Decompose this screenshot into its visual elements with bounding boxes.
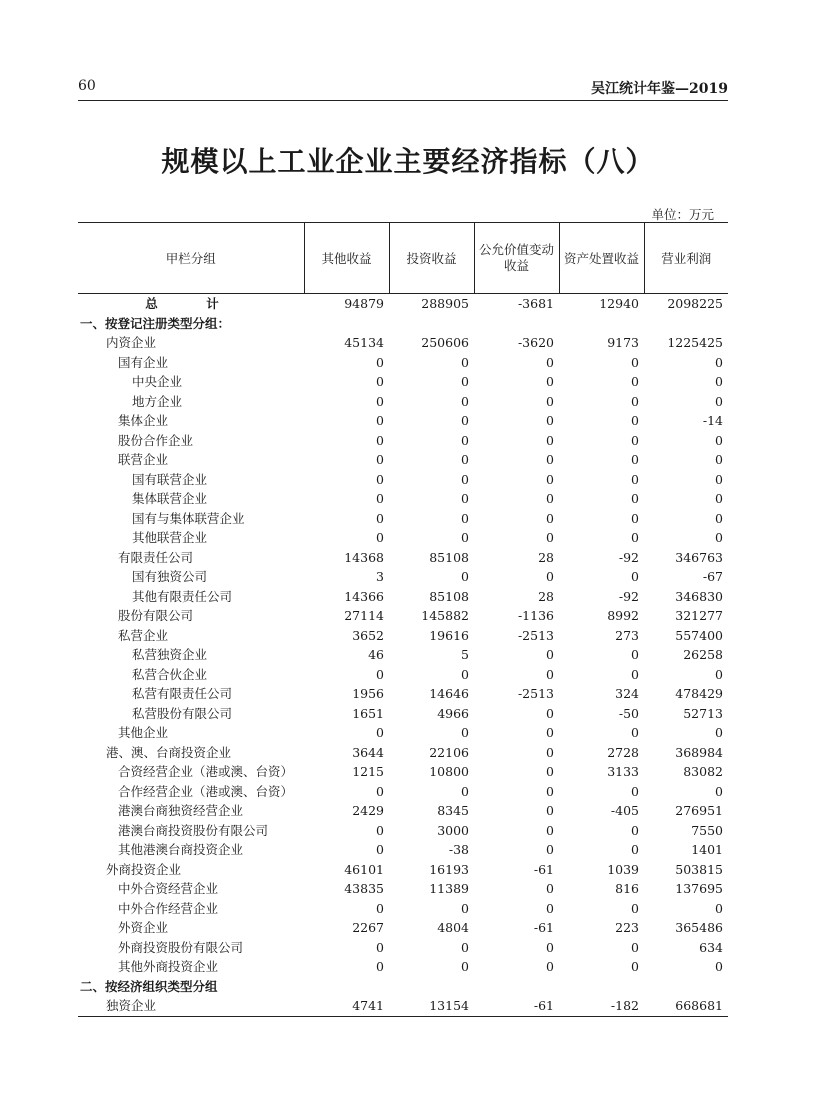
cell-value: 0 bbox=[546, 939, 554, 955]
cell-value: 0 bbox=[631, 725, 639, 740]
cell-value: 0 bbox=[461, 939, 469, 955]
table-row bbox=[78, 587, 728, 607]
cell-value: 0 bbox=[546, 900, 554, 916]
cell-value: 273 bbox=[615, 627, 639, 643]
row-label: 外商投资企业 bbox=[106, 861, 182, 877]
table-row bbox=[78, 879, 728, 899]
cell-value: -67 bbox=[702, 569, 723, 584]
table-row bbox=[78, 411, 728, 431]
cell-value: 250606 bbox=[421, 335, 469, 350]
cell-value: 0 bbox=[631, 471, 639, 487]
cell-value: 2728 bbox=[607, 744, 639, 760]
running-title: 吴江统计年鉴—2019 bbox=[591, 81, 728, 97]
cell-value: -182 bbox=[559, 996, 644, 1016]
cell-value: 0 bbox=[461, 783, 469, 799]
cell-value: 0 bbox=[376, 959, 384, 974]
cell-value: 0 bbox=[461, 900, 469, 916]
row-label: 其他企业 bbox=[118, 725, 169, 740]
row-label: 合作经营企业（港或澳、台资） bbox=[118, 783, 294, 799]
cell-value: 28 bbox=[538, 588, 554, 604]
table-row bbox=[78, 353, 728, 373]
data-table bbox=[78, 222, 728, 1017]
header-rule bbox=[78, 100, 728, 101]
cell-value: -92 bbox=[618, 549, 639, 565]
row-label: 国有企业 bbox=[118, 354, 169, 370]
cell-value: 0 bbox=[461, 354, 469, 370]
cell-value: -61 bbox=[533, 920, 554, 935]
cell-value: 3133 bbox=[607, 764, 639, 779]
table-row bbox=[78, 762, 728, 782]
cell-value: 0 bbox=[631, 530, 639, 545]
cell-value: 8345 bbox=[437, 803, 469, 818]
cell-value: -1136 bbox=[517, 608, 554, 623]
cell-value: 9173 bbox=[607, 335, 639, 350]
cell-value: 0 bbox=[546, 803, 554, 818]
cell-value: 0 bbox=[631, 666, 639, 682]
cell-value: 0 bbox=[546, 744, 554, 760]
page-title: 规模以上工业企业主要经济指标（八） bbox=[161, 145, 655, 178]
cell-value: 3644 bbox=[352, 744, 384, 760]
table-row bbox=[78, 938, 728, 958]
cell-value: 1225425 bbox=[667, 335, 723, 350]
table-row bbox=[78, 392, 728, 412]
cell-value: 1039 bbox=[607, 861, 639, 877]
cell-value: 0 bbox=[461, 725, 469, 740]
cell-value: 0 bbox=[461, 393, 469, 409]
cell-value: 2267 bbox=[352, 920, 384, 935]
cell-value: 26258 bbox=[683, 647, 723, 662]
column-header: 投资收益 bbox=[389, 223, 474, 294]
cell-value: 0 bbox=[631, 939, 639, 955]
cell-value: -38 bbox=[448, 842, 469, 857]
table-row bbox=[78, 567, 728, 587]
cell-value: 0 bbox=[376, 900, 384, 916]
table-row bbox=[78, 431, 728, 451]
table-row bbox=[78, 294, 728, 314]
cell-value: 1651 bbox=[352, 705, 384, 721]
cell-value: 14366 bbox=[344, 588, 384, 604]
cell-value: 0 bbox=[631, 783, 639, 799]
table-row bbox=[78, 996, 728, 1016]
cell-value: 85108 bbox=[429, 588, 469, 604]
cell-value bbox=[559, 314, 644, 334]
row-label: 其他外商投资企业 bbox=[118, 959, 219, 974]
cell-value: -61 bbox=[474, 996, 559, 1016]
cell-value: -2513 bbox=[517, 627, 554, 643]
cell-value: 0 bbox=[546, 783, 554, 799]
cell-value: 0 bbox=[631, 647, 639, 662]
row-label: 二、按经济组织类型分组 bbox=[80, 978, 218, 994]
row-label: 股份有限公司 bbox=[118, 608, 194, 623]
cell-value: 0 bbox=[715, 783, 723, 799]
cell-value: 0 bbox=[546, 530, 554, 545]
cell-value: 14646 bbox=[429, 686, 469, 701]
cell-value: -3620 bbox=[517, 335, 554, 350]
cell-value: 0 bbox=[461, 959, 469, 974]
column-header: 营业利润 bbox=[644, 223, 728, 294]
cell-value: 668681 bbox=[644, 996, 728, 1016]
row-label: 私营有限责任公司 bbox=[132, 686, 233, 701]
cell-value: 368984 bbox=[675, 744, 723, 760]
row-label: 股份合作企业 bbox=[118, 432, 194, 448]
row-label: 外资企业 bbox=[118, 920, 169, 935]
cell-value: 0 bbox=[376, 842, 384, 857]
cell-value: 0 bbox=[461, 432, 469, 448]
cell-value: 0 bbox=[631, 374, 639, 389]
cell-value bbox=[389, 314, 474, 334]
cell-value: 46 bbox=[368, 647, 384, 662]
cell-value: 3652 bbox=[352, 627, 384, 643]
cell-value: 0 bbox=[631, 393, 639, 409]
row-label: 有限责任公司 bbox=[118, 549, 194, 565]
cell-value: 288905 bbox=[421, 296, 469, 311]
cell-value: 7550 bbox=[691, 822, 723, 838]
table-row bbox=[78, 957, 728, 977]
row-label: 一、按登记注册类型分组： bbox=[80, 315, 231, 331]
cell-value: -3681 bbox=[517, 296, 554, 311]
unit-label: 单位：万元 bbox=[651, 207, 714, 222]
table-row bbox=[78, 314, 728, 334]
cell-value: 223 bbox=[615, 920, 639, 935]
table-row bbox=[78, 860, 728, 880]
cell-value: 0 bbox=[631, 959, 639, 974]
cell-value: 0 bbox=[631, 452, 639, 467]
cell-value: 0 bbox=[715, 471, 723, 487]
table-row bbox=[78, 528, 728, 548]
row-label: 合资经营企业（港或澳、台资） bbox=[118, 764, 294, 779]
table-header-row bbox=[78, 223, 728, 294]
cell-value: 0 bbox=[546, 842, 554, 857]
row-label: 地方企业 bbox=[132, 393, 183, 409]
cell-value: 0 bbox=[715, 666, 723, 682]
cell-value bbox=[389, 977, 474, 997]
table-row bbox=[78, 821, 728, 841]
cell-value: 2429 bbox=[352, 803, 384, 818]
cell-value: 0 bbox=[715, 510, 723, 526]
cell-value: 0 bbox=[461, 666, 469, 682]
cell-value: 22106 bbox=[429, 744, 469, 760]
cell-value: 19616 bbox=[429, 627, 469, 643]
cell-value: 5 bbox=[461, 647, 469, 662]
cell-value: 145882 bbox=[421, 608, 469, 623]
table-row bbox=[78, 548, 728, 568]
cell-value: 816 bbox=[615, 881, 639, 896]
column-header-text: 公允价值变动收益 bbox=[478, 242, 554, 273]
cell-value: 94879 bbox=[344, 296, 384, 311]
cell-value: 137695 bbox=[675, 881, 723, 896]
cell-value: 0 bbox=[546, 413, 554, 428]
table-row bbox=[78, 606, 728, 626]
cell-value: 0 bbox=[461, 530, 469, 545]
cell-value: 0 bbox=[715, 491, 723, 506]
cell-value: -405 bbox=[610, 803, 639, 818]
table-row bbox=[78, 704, 728, 724]
table-row bbox=[78, 743, 728, 763]
cell-value: 0 bbox=[376, 491, 384, 506]
table-row bbox=[78, 372, 728, 392]
cell-value: 13154 bbox=[389, 996, 474, 1016]
row-label: 其他有限责任公司 bbox=[132, 588, 233, 604]
cell-value: 0 bbox=[461, 510, 469, 526]
table-row bbox=[78, 801, 728, 821]
cell-value: 85108 bbox=[429, 549, 469, 565]
table-row bbox=[78, 626, 728, 646]
row-label: 中央企业 bbox=[132, 374, 183, 389]
cell-value: 0 bbox=[631, 510, 639, 526]
cell-value bbox=[304, 977, 389, 997]
cell-value: 0 bbox=[715, 393, 723, 409]
cell-value: 3 bbox=[376, 569, 384, 584]
cell-value: 0 bbox=[631, 491, 639, 506]
cell-value bbox=[474, 314, 559, 334]
cell-value: 0 bbox=[631, 413, 639, 428]
row-label: 独资企业 bbox=[78, 996, 304, 1016]
table-row bbox=[78, 450, 728, 470]
cell-value: 0 bbox=[631, 842, 639, 857]
cell-value: 0 bbox=[546, 764, 554, 779]
cell-value: 0 bbox=[376, 725, 384, 740]
row-label: 私营合伙企业 bbox=[132, 666, 208, 682]
table-row bbox=[78, 665, 728, 685]
cell-value: 0 bbox=[631, 354, 639, 370]
cell-value: 0 bbox=[546, 374, 554, 389]
row-label: 中外合资经营企业 bbox=[118, 881, 219, 896]
cell-value: 0 bbox=[546, 569, 554, 584]
row-label: 私营企业 bbox=[118, 627, 169, 643]
cell-value: 346830 bbox=[675, 588, 723, 604]
cell-value: 1401 bbox=[691, 842, 723, 857]
cell-value: 634 bbox=[699, 939, 723, 955]
row-label: 国有与集体联营企业 bbox=[132, 510, 245, 526]
cell-value: 0 bbox=[376, 939, 384, 955]
cell-value: -92 bbox=[618, 588, 639, 604]
cell-value: 0 bbox=[546, 491, 554, 506]
cell-value: 0 bbox=[376, 822, 384, 838]
cell-value: 83082 bbox=[683, 764, 723, 779]
cell-value: 0 bbox=[376, 530, 384, 545]
cell-value: 8992 bbox=[607, 608, 639, 623]
cell-value: -14 bbox=[702, 413, 723, 428]
cell-value: 0 bbox=[715, 432, 723, 448]
cell-value: 0 bbox=[376, 393, 384, 409]
cell-value: 52713 bbox=[683, 705, 723, 721]
cell-value: 0 bbox=[461, 413, 469, 428]
cell-value: 0 bbox=[546, 647, 554, 662]
cell-value bbox=[644, 314, 728, 334]
cell-value: 0 bbox=[715, 530, 723, 545]
cell-value: 503815 bbox=[675, 861, 723, 877]
table-row bbox=[78, 684, 728, 704]
table-row bbox=[78, 723, 728, 743]
cell-value: 0 bbox=[376, 471, 384, 487]
cell-value: 276951 bbox=[675, 803, 723, 818]
cell-value: 4741 bbox=[304, 996, 389, 1016]
row-label: 私营独资企业 bbox=[132, 647, 208, 662]
cell-value: 2098225 bbox=[667, 296, 723, 311]
cell-value: 45134 bbox=[344, 335, 384, 350]
cell-value: 1215 bbox=[352, 764, 384, 779]
cell-value: 46101 bbox=[344, 861, 384, 877]
cell-value: 0 bbox=[461, 491, 469, 506]
table-row bbox=[78, 645, 728, 665]
row-label: 国有独资公司 bbox=[132, 569, 208, 584]
cell-value: 0 bbox=[376, 374, 384, 389]
cell-value: 0 bbox=[631, 432, 639, 448]
cell-value: 0 bbox=[715, 374, 723, 389]
row-label: 总 计 bbox=[145, 296, 237, 311]
cell-value: 28 bbox=[538, 549, 554, 565]
row-label: 国有联营企业 bbox=[132, 471, 208, 487]
row-label: 联营企业 bbox=[118, 452, 169, 467]
cell-value: 0 bbox=[546, 959, 554, 974]
cell-value: 3000 bbox=[437, 822, 469, 838]
cell-value: 0 bbox=[546, 822, 554, 838]
cell-value bbox=[304, 314, 389, 334]
row-label: 外商投资股份有限公司 bbox=[118, 939, 244, 955]
cell-value: 0 bbox=[546, 452, 554, 467]
cell-value: 16193 bbox=[429, 861, 469, 877]
cell-value: -61 bbox=[533, 861, 554, 877]
cell-value: 324 bbox=[615, 686, 639, 701]
cell-value: 321277 bbox=[675, 608, 723, 623]
cell-value: 0 bbox=[546, 471, 554, 487]
cell-value: 0 bbox=[546, 354, 554, 370]
cell-value: 4966 bbox=[437, 705, 469, 721]
column-header: 其他收益 bbox=[304, 223, 389, 294]
cell-value: 0 bbox=[461, 374, 469, 389]
cell-value: 0 bbox=[631, 900, 639, 916]
cell-value: -2513 bbox=[517, 686, 554, 701]
cell-value: 0 bbox=[376, 510, 384, 526]
cell-value: 12940 bbox=[599, 296, 639, 311]
table-row bbox=[78, 782, 728, 802]
cell-value: 0 bbox=[376, 783, 384, 799]
cell-value: 43835 bbox=[344, 881, 384, 896]
cell-value: 0 bbox=[715, 452, 723, 467]
row-label: 港澳台商独资经营企业 bbox=[118, 803, 244, 818]
cell-value: 0 bbox=[546, 666, 554, 682]
table-row bbox=[78, 977, 728, 997]
cell-value: 0 bbox=[376, 432, 384, 448]
cell-value: 0 bbox=[461, 452, 469, 467]
cell-value: 0 bbox=[631, 822, 639, 838]
cell-value: 0 bbox=[631, 569, 639, 584]
table-row bbox=[78, 840, 728, 860]
cell-value: 0 bbox=[546, 881, 554, 896]
cell-value: 0 bbox=[461, 471, 469, 487]
cell-value: 365486 bbox=[675, 920, 723, 935]
row-label: 其他联营企业 bbox=[132, 530, 208, 545]
cell-value: 4804 bbox=[437, 920, 469, 935]
cell-value bbox=[644, 977, 728, 997]
cell-value: 0 bbox=[546, 510, 554, 526]
column-header: 甲栏分组 bbox=[78, 223, 304, 294]
row-label: 中外合作经营企业 bbox=[118, 900, 219, 916]
cell-value: 0 bbox=[376, 354, 384, 370]
cell-value: 0 bbox=[546, 725, 554, 740]
table-row bbox=[78, 899, 728, 919]
row-label: 集体联营企业 bbox=[132, 491, 208, 506]
cell-value: 27114 bbox=[344, 608, 384, 623]
row-label: 集体企业 bbox=[118, 413, 169, 428]
cell-value: 478429 bbox=[675, 686, 723, 701]
page-number: 60 bbox=[78, 78, 96, 94]
cell-value: 0 bbox=[546, 705, 554, 721]
column-header bbox=[474, 223, 559, 294]
cell-value: 0 bbox=[715, 725, 723, 740]
cell-value: 0 bbox=[715, 959, 723, 974]
cell-value: 14368 bbox=[344, 549, 384, 565]
cell-value: 0 bbox=[715, 354, 723, 370]
table-row bbox=[78, 333, 728, 353]
row-label: 内资企业 bbox=[106, 335, 157, 350]
cell-value: 1956 bbox=[352, 686, 384, 701]
cell-value: 0 bbox=[546, 393, 554, 409]
cell-value bbox=[559, 977, 644, 997]
table-row bbox=[78, 918, 728, 938]
cell-value: 0 bbox=[376, 413, 384, 428]
row-label: 私营股份有限公司 bbox=[132, 705, 233, 721]
row-label: 港澳台商投资股份有限公司 bbox=[118, 822, 269, 838]
cell-value bbox=[474, 977, 559, 997]
row-label: 其他港澳台商投资企业 bbox=[118, 842, 244, 857]
cell-value: 11389 bbox=[429, 881, 469, 896]
cell-value: 0 bbox=[376, 666, 384, 682]
cell-value: 0 bbox=[715, 900, 723, 916]
cell-value: 557400 bbox=[675, 627, 723, 643]
column-header: 资产处置收益 bbox=[559, 223, 644, 294]
table-row bbox=[78, 489, 728, 509]
cell-value: -50 bbox=[618, 705, 639, 721]
row-label: 港、澳、台商投资企业 bbox=[106, 744, 232, 760]
cell-value: 346763 bbox=[675, 549, 723, 565]
table-row bbox=[78, 470, 728, 490]
cell-value: 0 bbox=[461, 569, 469, 584]
table-row bbox=[78, 509, 728, 529]
cell-value: 10800 bbox=[429, 764, 469, 779]
cell-value: 0 bbox=[546, 432, 554, 448]
cell-value: 0 bbox=[376, 452, 384, 467]
